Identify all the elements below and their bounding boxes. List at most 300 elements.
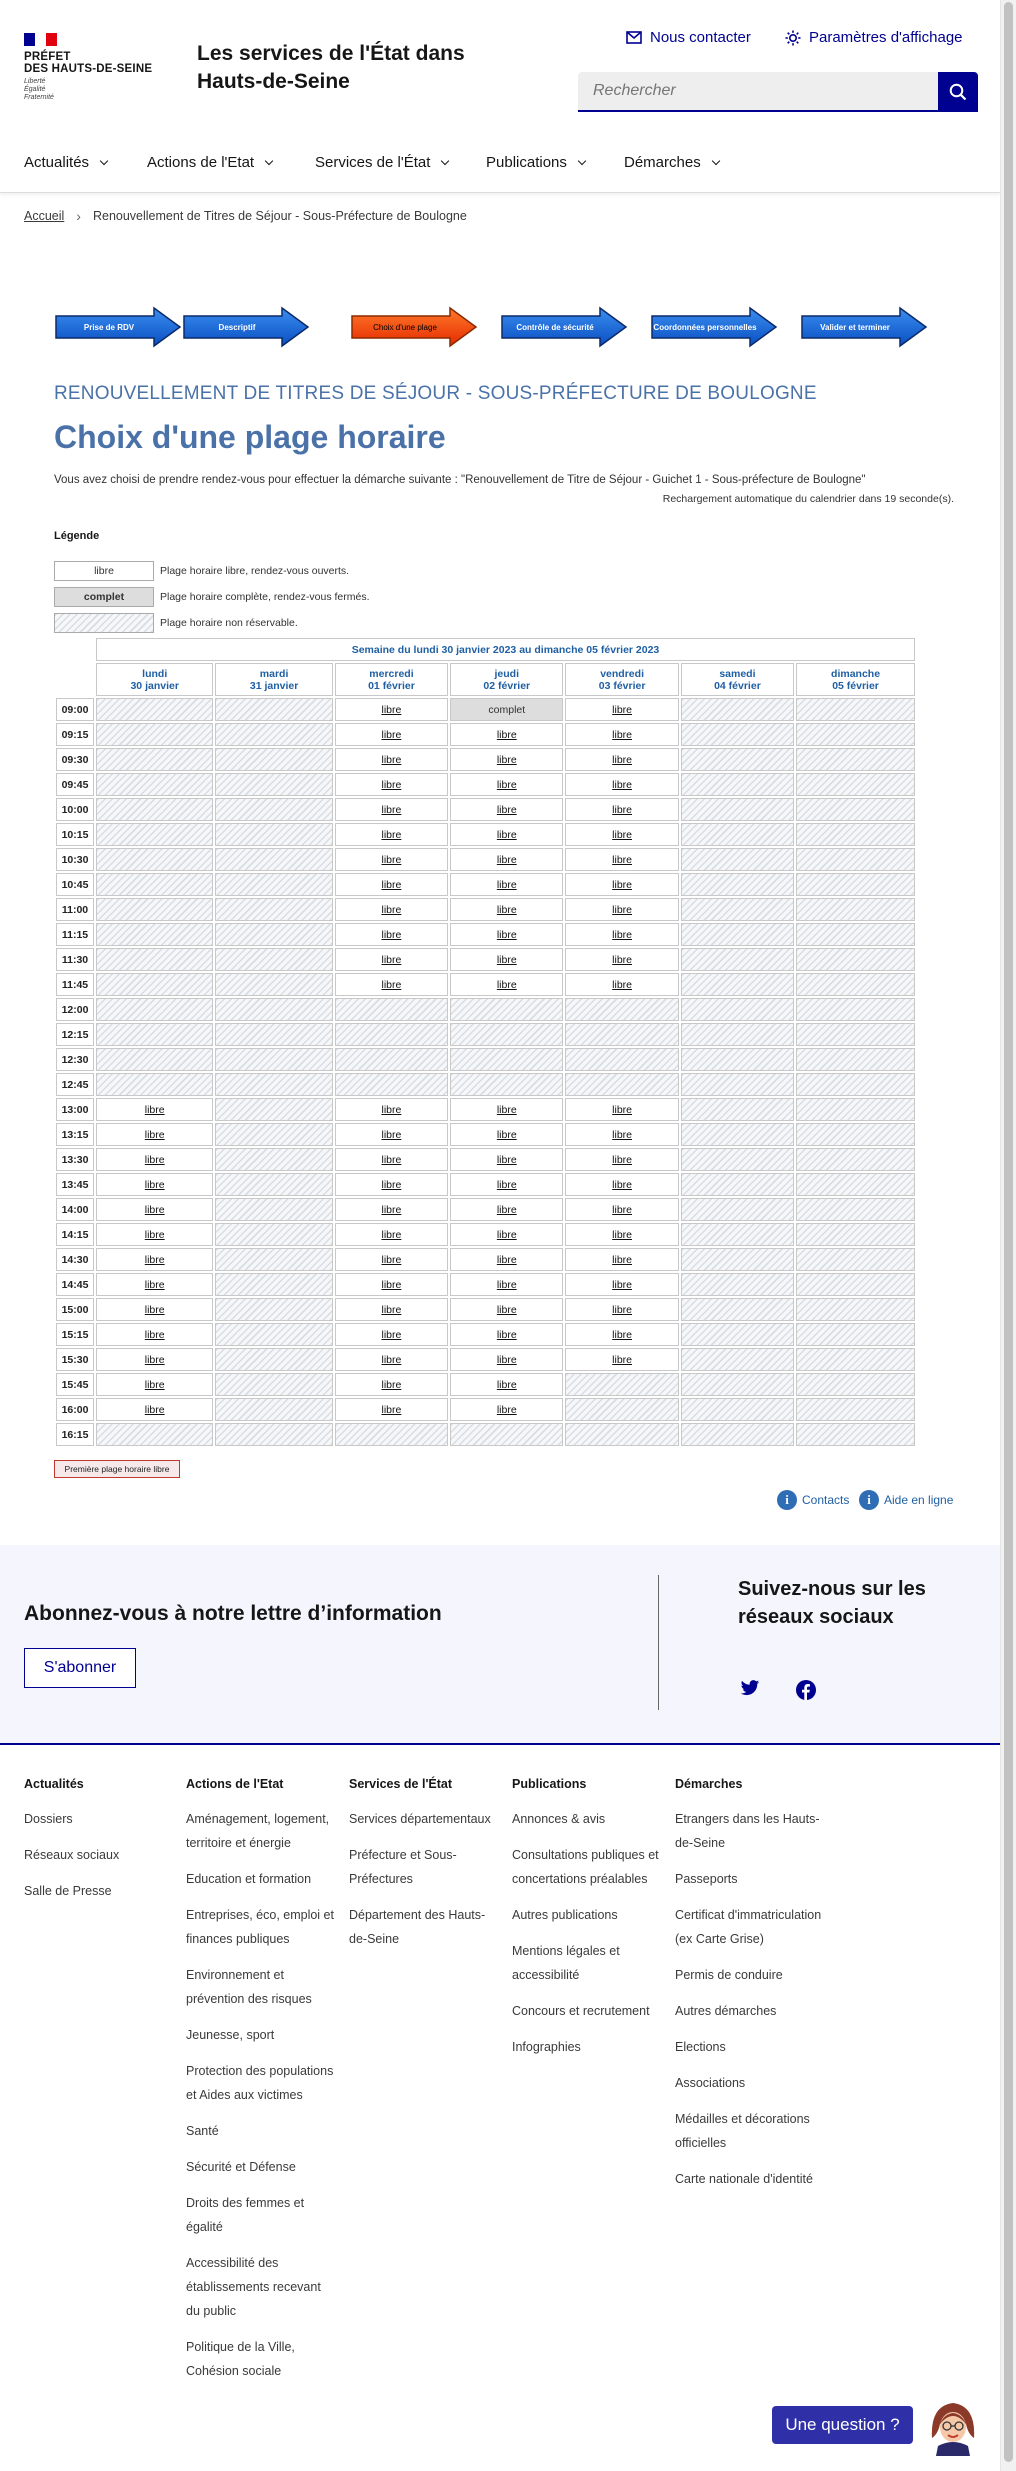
- slot-unavailable: [681, 1173, 794, 1196]
- slot-free-link[interactable]: libre: [144, 1178, 165, 1191]
- slot-free-link[interactable]: libre: [612, 853, 633, 866]
- slot-free[interactable]: [565, 823, 678, 846]
- footer-col-title[interactable]: Actions de l'Etat: [186, 1777, 284, 1791]
- slot-free-link[interactable]: libre: [381, 753, 402, 766]
- slot-free[interactable]: [450, 773, 563, 796]
- footer-col-title[interactable]: Démarches: [675, 1777, 743, 1791]
- footer-link[interactable]: Services départementaux: [349, 1812, 491, 1826]
- slot-free-link[interactable]: libre: [381, 1203, 402, 1216]
- slot-full: complet: [450, 698, 563, 721]
- slot-free-link[interactable]: libre: [381, 1103, 402, 1116]
- slot-unavailable: [796, 948, 915, 971]
- footer-link[interactable]: Elections: [675, 2040, 726, 2054]
- day-header: mardi 31 janvier: [215, 663, 332, 696]
- slot-free[interactable]: [335, 1123, 448, 1146]
- slot-free[interactable]: [450, 1248, 563, 1271]
- slot-free[interactable]: [96, 1098, 213, 1121]
- slot-unavailable: [681, 848, 794, 871]
- slot-free[interactable]: [335, 1348, 448, 1371]
- footer-link[interactable]: Préfecture et Sous-Préfectures: [349, 1848, 457, 1886]
- twitter-icon[interactable]: [740, 1680, 760, 1697]
- slot-free[interactable]: [450, 1348, 563, 1371]
- slot-free[interactable]: [335, 1398, 448, 1421]
- slot-free[interactable]: [335, 923, 448, 946]
- slot-free[interactable]: [450, 1398, 563, 1421]
- slot-unavailable: [796, 698, 915, 721]
- slot-free[interactable]: [450, 1198, 563, 1221]
- footer-link[interactable]: Associations: [675, 2076, 746, 2090]
- slot-free-link[interactable]: libre: [612, 1303, 633, 1316]
- slot-free-link[interactable]: libre: [381, 903, 402, 916]
- slot-free-link[interactable]: libre: [612, 1153, 633, 1166]
- slot-free[interactable]: [96, 1273, 213, 1296]
- slot-free[interactable]: [96, 1123, 213, 1146]
- slot-free[interactable]: [450, 1273, 563, 1296]
- slot-free-link[interactable]: libre: [612, 1203, 633, 1216]
- slot-free-link[interactable]: libre: [144, 1253, 165, 1266]
- slot-free-link[interactable]: libre: [496, 1228, 517, 1241]
- slot-free-link[interactable]: libre: [612, 753, 633, 766]
- slot-free[interactable]: [335, 973, 448, 996]
- slot-free-link[interactable]: libre: [496, 853, 517, 866]
- slot-free-link[interactable]: libre: [496, 953, 517, 966]
- footer-link[interactable]: Département des Hauts-de-Seine: [349, 1908, 486, 1946]
- time-label: 12:45: [56, 1073, 94, 1096]
- slot-free-link[interactable]: libre: [612, 1328, 633, 1341]
- slot-unavailable: [215, 1148, 332, 1171]
- slot-free[interactable]: [565, 798, 678, 821]
- first-free-slot-button[interactable]: Première plage horaire libre: [54, 1460, 180, 1478]
- slot-unavailable: [335, 1023, 448, 1046]
- search-button[interactable]: [938, 72, 978, 112]
- slot-free[interactable]: [450, 973, 563, 996]
- slot-free[interactable]: [565, 773, 678, 796]
- slot-free-link[interactable]: libre: [144, 1403, 165, 1416]
- slot-free-link[interactable]: libre: [381, 1228, 402, 1241]
- contact-link[interactable]: [626, 29, 751, 46]
- slot-free[interactable]: [450, 1098, 563, 1121]
- slot-unavailable: [215, 1098, 332, 1121]
- time-row: [56, 1098, 915, 1121]
- facebook-icon[interactable]: [796, 1680, 816, 1700]
- slot-unavailable: [215, 1323, 332, 1346]
- slot-free[interactable]: [565, 1098, 678, 1121]
- slot-free[interactable]: [450, 848, 563, 871]
- time-row: [56, 1423, 915, 1446]
- footer-link[interactable]: Annonces & avis: [512, 1812, 606, 1826]
- slot-free-link[interactable]: libre: [144, 1228, 165, 1241]
- slot-free-link[interactable]: libre: [496, 778, 517, 791]
- slot-unavailable: [96, 723, 213, 746]
- slot-free[interactable]: [335, 873, 448, 896]
- slot-unavailable: [796, 1048, 915, 1071]
- time-label: 12:30: [56, 1048, 94, 1071]
- slot-free[interactable]: [335, 1148, 448, 1171]
- slot-free-link[interactable]: libre: [612, 953, 633, 966]
- slot-unavailable: [96, 998, 213, 1021]
- slot-free-link[interactable]: libre: [144, 1103, 165, 1116]
- slot-free[interactable]: [450, 723, 563, 746]
- slot-free-link[interactable]: libre: [612, 928, 633, 941]
- slot-free[interactable]: [96, 1198, 213, 1221]
- footer-link[interactable]: Consultations publiques et concertations préalables: [512, 1848, 659, 1886]
- nav-services-etat[interactable]: Services de l'État: [315, 154, 448, 171]
- day-header: samedi 04 février: [681, 663, 794, 696]
- slot-free[interactable]: [335, 1223, 448, 1246]
- subscribe-button[interactable]: S'abonner: [24, 1648, 136, 1688]
- slot-unavailable: [96, 848, 213, 871]
- slot-free[interactable]: [565, 723, 678, 746]
- slot-free[interactable]: [450, 948, 563, 971]
- time-label: 14:30: [56, 1248, 94, 1271]
- slot-free-link[interactable]: libre: [381, 1278, 402, 1291]
- slot-unavailable: [215, 1373, 332, 1396]
- procedure-title: RENOUVELLEMENT DE TITRES DE SÉJOUR - SOUS-PRÉFECTURE DE BOULOGNE: [54, 383, 817, 404]
- time-label: 11:15: [56, 923, 94, 946]
- slot-free[interactable]: [335, 1298, 448, 1321]
- slot-free-link[interactable]: libre: [381, 778, 402, 791]
- slot-unavailable: [681, 948, 794, 971]
- slot-free[interactable]: [96, 1298, 213, 1321]
- slot-unavailable: [96, 1023, 213, 1046]
- slot-free[interactable]: [450, 1123, 563, 1146]
- slot-free[interactable]: [450, 1223, 563, 1246]
- slot-free[interactable]: [450, 798, 563, 821]
- slot-free[interactable]: [565, 1323, 678, 1346]
- slot-free[interactable]: [96, 1223, 213, 1246]
- slot-free-link[interactable]: libre: [381, 828, 402, 841]
- footer-col: [186, 1777, 336, 2395]
- time-label: 11:00: [56, 898, 94, 921]
- logo-line-1: PRÉFET: [24, 51, 71, 63]
- slot-unavailable: [96, 973, 213, 996]
- slot-free-link[interactable]: libre: [496, 1103, 517, 1116]
- slot-free[interactable]: [565, 923, 678, 946]
- slot-unavailable: [681, 1373, 794, 1396]
- slot-free[interactable]: [565, 748, 678, 771]
- footer-link[interactable]: Santé: [186, 2124, 219, 2138]
- time-row: [56, 1323, 915, 1346]
- display-settings-link[interactable]: [785, 29, 963, 46]
- slot-free[interactable]: [565, 1348, 678, 1371]
- slot-unavailable: [681, 1048, 794, 1071]
- footer-link[interactable]: Environnement et prévention des risques: [186, 1968, 312, 2006]
- slot-unavailable: [96, 873, 213, 896]
- slot-free[interactable]: [565, 873, 678, 896]
- slot-free-link[interactable]: libre: [612, 778, 633, 791]
- slot-free-link[interactable]: libre: [144, 1303, 165, 1316]
- footer-link[interactable]: Droits des femmes et égalité: [186, 2196, 305, 2234]
- footer-link[interactable]: Education et formation: [186, 1872, 312, 1886]
- footer-link[interactable]: Etrangers dans les Hauts-de-Seine: [675, 1812, 820, 1850]
- slot-free-link[interactable]: libre: [612, 903, 633, 916]
- slot-free-link[interactable]: libre: [144, 1378, 165, 1391]
- footer-link[interactable]: Mentions légales et accessibilité: [512, 1944, 620, 1982]
- chat-button[interactable]: Une question ?: [772, 2406, 913, 2444]
- footer-link[interactable]: Accessibilité des établissements recevant du public: [186, 2256, 321, 2318]
- footer-link[interactable]: Médailles et décorations officielles: [675, 2112, 810, 2150]
- slot-free[interactable]: [450, 898, 563, 921]
- slot-free-link[interactable]: libre: [381, 1303, 402, 1316]
- slot-free[interactable]: [335, 848, 448, 871]
- footer-link[interactable]: Autres démarches: [675, 2004, 777, 2018]
- slot-free-link[interactable]: libre: [612, 703, 633, 716]
- slot-free-link[interactable]: libre: [496, 1203, 517, 1216]
- time-label: 09:00: [56, 698, 94, 721]
- time-row: [56, 798, 915, 821]
- slot-free[interactable]: [450, 1298, 563, 1321]
- nav-actions-etat[interactable]: Actions de l'Etat: [147, 154, 272, 171]
- time-row: [56, 923, 915, 946]
- slot-free-link[interactable]: libre: [496, 1328, 517, 1341]
- slot-free-link[interactable]: libre: [496, 1128, 517, 1141]
- slot-unavailable: [681, 973, 794, 996]
- footer-link[interactable]: Sécurité et Défense: [186, 2160, 296, 2174]
- page-scrollbar[interactable]: [1000, 0, 1016, 2471]
- slot-free[interactable]: [335, 898, 448, 921]
- prefet-logo[interactable]: [24, 33, 152, 102]
- slot-free-link[interactable]: libre: [612, 1103, 633, 1116]
- footer-link[interactable]: Passeports: [675, 1872, 738, 1886]
- slot-free-link[interactable]: libre: [381, 1353, 402, 1366]
- site-title[interactable]: Les services de l'État dans Hauts-de-Seine: [197, 42, 465, 93]
- footer-link[interactable]: Infographies: [512, 2040, 581, 2054]
- slot-free-link[interactable]: libre: [381, 1178, 402, 1191]
- slot-free[interactable]: [450, 1373, 563, 1396]
- slot-free-link[interactable]: libre: [612, 978, 633, 991]
- slot-unavailable: [96, 1048, 213, 1071]
- slot-unavailable: [796, 1073, 915, 1096]
- slot-free[interactable]: [335, 748, 448, 771]
- slot-free-link[interactable]: libre: [381, 978, 402, 991]
- slot-free[interactable]: [565, 1148, 678, 1171]
- chevron-right-icon: ›: [76, 208, 81, 224]
- slot-unavailable: [681, 873, 794, 896]
- slot-free[interactable]: [335, 1098, 448, 1121]
- slot-free-link[interactable]: libre: [496, 1353, 517, 1366]
- slot-free-link[interactable]: libre: [612, 1128, 633, 1141]
- slot-free[interactable]: [450, 923, 563, 946]
- footer-link[interactable]: Autres publications: [512, 1908, 618, 1922]
- slot-free[interactable]: [565, 1223, 678, 1246]
- slot-free[interactable]: [450, 1148, 563, 1171]
- nav-actualites[interactable]: Actualités: [24, 154, 107, 171]
- slot-free[interactable]: [565, 973, 678, 996]
- slot-free[interactable]: [335, 1198, 448, 1221]
- footer-link[interactable]: Certificat d'immatriculation (ex Carte Grise): [675, 1908, 822, 1946]
- step-label: Prise de RDV: [83, 322, 135, 332]
- nav-publications[interactable]: Publications: [486, 154, 585, 171]
- slot-free-link[interactable]: libre: [144, 1328, 165, 1341]
- slot-free[interactable]: [565, 1248, 678, 1271]
- contacts-link[interactable]: i Contacts: [777, 1490, 849, 1510]
- slot-free-link[interactable]: libre: [496, 1278, 517, 1291]
- slot-free-link[interactable]: libre: [381, 878, 402, 891]
- slot-free[interactable]: [565, 848, 678, 871]
- slot-unavailable: [565, 1423, 678, 1446]
- calendar: [54, 636, 917, 1448]
- footer-link[interactable]: Aménagement, logement, territoire et énergie: [186, 1812, 330, 1850]
- slot-free[interactable]: [565, 948, 678, 971]
- slot-free-link[interactable]: libre: [612, 828, 633, 841]
- slot-unavailable: [215, 1273, 332, 1296]
- slot-unavailable: [215, 1423, 332, 1446]
- slot-free-link[interactable]: libre: [496, 1253, 517, 1266]
- slot-free-link[interactable]: libre: [381, 1153, 402, 1166]
- slot-unavailable: [215, 1048, 332, 1071]
- slot-free-link[interactable]: libre: [144, 1278, 165, 1291]
- slot-free[interactable]: [335, 1173, 448, 1196]
- slot-unavailable: [796, 1323, 915, 1346]
- slot-unavailable: [796, 873, 915, 896]
- slot-free[interactable]: [565, 1198, 678, 1221]
- slot-free[interactable]: [450, 1323, 563, 1346]
- slot-free[interactable]: [335, 1273, 448, 1296]
- footer-link[interactable]: Protection des populations et Aides aux victimes: [186, 2064, 334, 2102]
- slot-free-link[interactable]: libre: [496, 903, 517, 916]
- procedure-description: Vous avez choisi de prendre rendez-vous pour effectuer la démarche suivante : "Renouvellement de Titre de Séjour - Guichet 1 - Sous-préfecture de Boulogne": [54, 474, 866, 486]
- slot-free-link[interactable]: libre: [144, 1153, 165, 1166]
- slot-free-link[interactable]: libre: [381, 803, 402, 816]
- slot-free-link[interactable]: libre: [144, 1203, 165, 1216]
- slot-free[interactable]: [335, 1373, 448, 1396]
- slot-free-link[interactable]: libre: [612, 1278, 633, 1291]
- slot-free-link[interactable]: libre: [381, 1253, 402, 1266]
- slot-free[interactable]: [96, 1348, 213, 1371]
- slot-free[interactable]: [565, 1298, 678, 1321]
- slot-unavailable: [796, 723, 915, 746]
- legend-unavailable: [54, 613, 298, 633]
- slot-unavailable: [96, 748, 213, 771]
- footer-link[interactable]: Entreprises, éco, emploi et finances publiques: [186, 1908, 334, 1946]
- slot-unavailable: [681, 998, 794, 1021]
- slot-free-link[interactable]: libre: [612, 1253, 633, 1266]
- slot-free-link[interactable]: libre: [496, 753, 517, 766]
- slot-free-link[interactable]: libre: [381, 1378, 402, 1391]
- slot-free-link[interactable]: libre: [496, 1403, 517, 1416]
- slot-free[interactable]: [335, 698, 448, 721]
- slot-free-link[interactable]: libre: [612, 878, 633, 891]
- slot-free-link[interactable]: libre: [144, 1353, 165, 1366]
- time-label: 10:15: [56, 823, 94, 846]
- booking-steps: [54, 306, 934, 348]
- scrollbar-thumb[interactable]: [1004, 2, 1013, 2462]
- footer-link[interactable]: Jeunesse, sport: [186, 2028, 275, 2042]
- slot-free-link[interactable]: libre: [381, 703, 402, 716]
- slot-free[interactable]: [450, 1173, 563, 1196]
- slot-free-link[interactable]: libre: [612, 1178, 633, 1191]
- footer-link[interactable]: Politique de la Ville, Cohésion sociale: [186, 2340, 295, 2378]
- slot-free-link[interactable]: libre: [381, 1328, 402, 1341]
- slot-free-link[interactable]: libre: [496, 1378, 517, 1391]
- slot-unavailable: [215, 873, 332, 896]
- slot-free-link[interactable]: libre: [612, 1353, 633, 1366]
- slot-free[interactable]: [450, 823, 563, 846]
- slot-free[interactable]: [565, 1273, 678, 1296]
- footer-link[interactable]: Concours et recrutement: [512, 2004, 650, 2018]
- breadcrumb: [24, 208, 467, 224]
- slot-free[interactable]: [335, 823, 448, 846]
- slot-unavailable: [215, 1023, 332, 1046]
- slot-free[interactable]: [96, 1173, 213, 1196]
- online-help-link[interactable]: i Aide en ligne: [859, 1490, 953, 1510]
- time-label: 09:45: [56, 773, 94, 796]
- slot-free[interactable]: [335, 1323, 448, 1346]
- slot-free[interactable]: [565, 1123, 678, 1146]
- nav-demarches[interactable]: Démarches: [624, 154, 719, 171]
- slot-free[interactable]: [565, 898, 678, 921]
- slot-free[interactable]: [96, 1148, 213, 1171]
- slot-free-link[interactable]: libre: [496, 803, 517, 816]
- slot-unavailable: [96, 698, 213, 721]
- footer-link[interactable]: Carte nationale d'identité: [675, 2172, 813, 2186]
- slot-free-link[interactable]: libre: [496, 728, 517, 741]
- slot-free[interactable]: [96, 1373, 213, 1396]
- slot-free-link[interactable]: libre: [381, 728, 402, 741]
- breadcrumb-home[interactable]: Accueil: [24, 209, 65, 223]
- slot-free-link[interactable]: libre: [381, 953, 402, 966]
- footer-col-title[interactable]: Actualités: [24, 1777, 84, 1791]
- slot-free-link[interactable]: libre: [496, 828, 517, 841]
- footer-link[interactable]: Dossiers: [24, 1812, 73, 1826]
- slot-free-link[interactable]: libre: [612, 728, 633, 741]
- slot-free-link[interactable]: libre: [496, 928, 517, 941]
- slot-free-link[interactable]: libre: [496, 978, 517, 991]
- slot-unavailable: [681, 1348, 794, 1371]
- slot-free-link[interactable]: libre: [496, 1153, 517, 1166]
- slot-unavailable: [796, 923, 915, 946]
- slot-free-link[interactable]: libre: [381, 928, 402, 941]
- page-title: Choix d'une plage horaire: [54, 419, 446, 455]
- slot-free[interactable]: [96, 1323, 213, 1346]
- footer-link[interactable]: Salle de Presse: [24, 1884, 112, 1898]
- mail-icon: [626, 31, 642, 44]
- slot-free-link[interactable]: libre: [496, 1303, 517, 1316]
- footer-col-title[interactable]: Services de l'État: [349, 1777, 453, 1791]
- footer-col-title[interactable]: Publications: [512, 1777, 587, 1791]
- time-row: [56, 1073, 915, 1096]
- footer-col: [512, 1777, 662, 2071]
- search-input[interactable]: [578, 72, 938, 112]
- slot-free-link[interactable]: libre: [612, 1228, 633, 1241]
- slot-free-link[interactable]: libre: [381, 853, 402, 866]
- slot-free[interactable]: [335, 948, 448, 971]
- slot-free-link[interactable]: libre: [381, 1403, 402, 1416]
- slot-free-link[interactable]: libre: [612, 803, 633, 816]
- slot-free[interactable]: [335, 723, 448, 746]
- slot-free-link[interactable]: libre: [496, 1178, 517, 1191]
- slot-unavailable: [215, 898, 332, 921]
- slot-unavailable: [215, 1173, 332, 1196]
- slot-free[interactable]: [450, 748, 563, 771]
- footer-link[interactable]: Réseaux sociaux: [24, 1848, 120, 1862]
- chatbot-avatar-icon[interactable]: [922, 2394, 984, 2456]
- slot-free-link[interactable]: libre: [381, 1128, 402, 1141]
- slot-free[interactable]: [335, 773, 448, 796]
- slot-free-link[interactable]: libre: [496, 878, 517, 891]
- slot-free-link[interactable]: libre: [144, 1128, 165, 1141]
- slot-free[interactable]: [335, 798, 448, 821]
- slot-free[interactable]: [565, 698, 678, 721]
- time-label: 12:00: [56, 998, 94, 1021]
- slot-free[interactable]: [450, 873, 563, 896]
- slot-free[interactable]: [96, 1248, 213, 1271]
- time-label: 16:00: [56, 1398, 94, 1421]
- slot-free[interactable]: [565, 1173, 678, 1196]
- slot-free[interactable]: [335, 1248, 448, 1271]
- footer-link[interactable]: Permis de conduire: [675, 1968, 783, 1982]
- slot-free[interactable]: [96, 1398, 213, 1421]
